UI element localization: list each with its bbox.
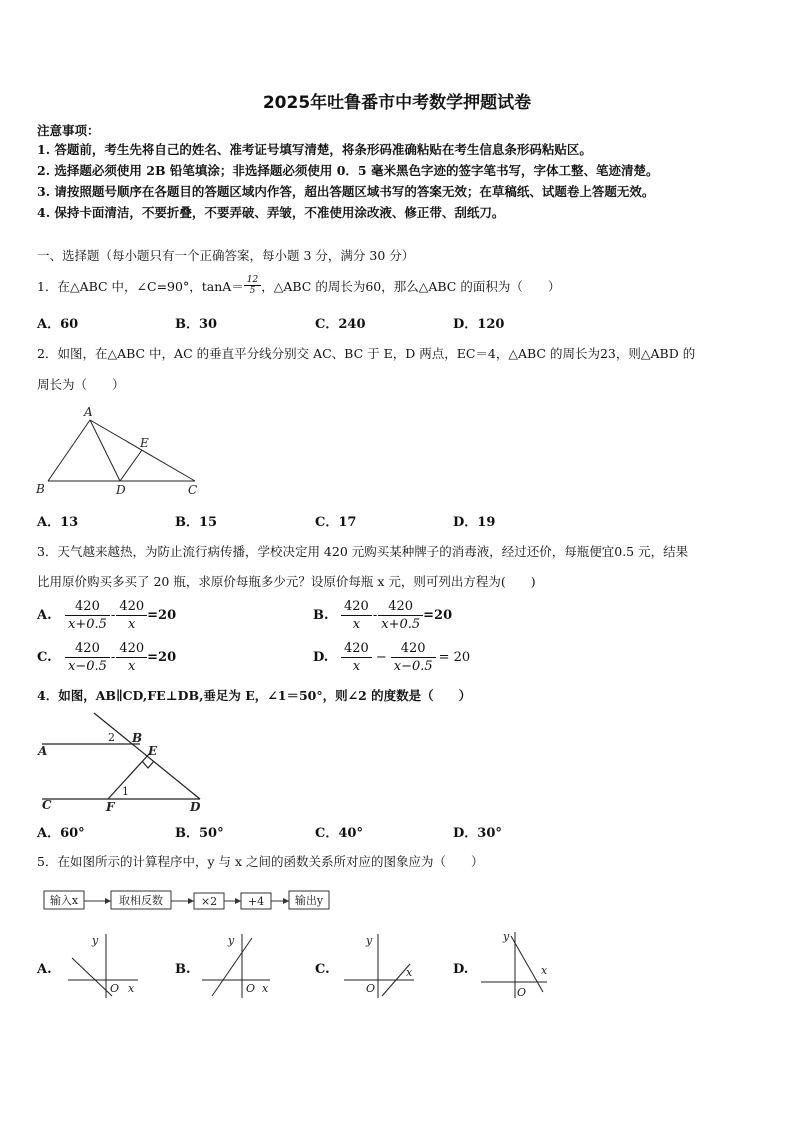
q3-c-d1: x−0.5 — [68, 659, 107, 674]
q3-b-frac1 — [341, 598, 372, 633]
q2-label-b: B — [36, 482, 45, 496]
q4-option-a[interactable]: A．60° — [37, 826, 85, 841]
q3-option-b[interactable] — [313, 598, 452, 633]
q3-c-d2: x — [128, 659, 136, 674]
q2-option-c[interactable]: C．17 — [315, 515, 357, 530]
q4-label-a: A — [38, 744, 48, 758]
q3-d-frac2 — [391, 640, 436, 675]
q3-c-n2: 420 — [116, 640, 147, 658]
q3-option-b-label: B. — [313, 608, 329, 623]
graph-c-o: O — [366, 982, 376, 995]
q5-graph-c[interactable] — [338, 928, 418, 1000]
q3-d-op: − — [375, 650, 387, 665]
q1-option-d[interactable]: D．120 — [453, 317, 505, 332]
q3-option-c[interactable] — [37, 640, 176, 675]
q3-b-rhs: =20 — [423, 608, 453, 623]
q3-b-op: - — [372, 608, 378, 623]
q1-option-b[interactable]: B．30 — [175, 317, 218, 332]
graph-b-y: y — [228, 934, 235, 947]
notice-item-2: 2. 选择题必须使用 2B 铅笔填涂；非选择题必须使用 0．5 毫米黑色字迹的签字笔书写，字体工整、笔迹清楚。 — [37, 163, 659, 178]
q3-option-a-label: A. — [37, 608, 52, 623]
graph-a-x: x — [128, 982, 135, 995]
q3-c-rhs: =20 — [147, 650, 177, 665]
flow-input: 输入x — [49, 894, 79, 907]
graph-c-x: x — [406, 966, 413, 979]
q2-label-a: A — [84, 405, 93, 419]
q3-d-d1: x — [352, 659, 361, 674]
q4-label-c: C — [42, 798, 52, 812]
q2-triangle-figure — [30, 402, 210, 502]
q2-label-d: D — [116, 483, 126, 497]
graph-d-o: O — [517, 986, 527, 999]
q4-angle-1: 1 — [122, 785, 129, 798]
q3-a-n2: 420 — [116, 598, 147, 616]
q4-option-c[interactable]: C．40° — [315, 826, 363, 841]
q1-text-pre: 1．在△ABC 中，∠C=90°，tanA＝ — [37, 278, 244, 294]
q5-option-a-label[interactable]: A. — [37, 962, 52, 977]
q3-d-n2: 420 — [391, 640, 436, 658]
graph-d-x: x — [541, 964, 548, 977]
q1-fraction — [244, 275, 261, 296]
q3-c-frac2 — [116, 640, 147, 675]
q3-b-n2: 420 — [378, 598, 423, 616]
graph-a-y: y — [92, 934, 99, 947]
q3-a-d2: x — [128, 617, 136, 632]
q1-text-post: ，△ABC 的周长为60，那么△ABC 的面积为（ ） — [261, 278, 561, 294]
q5-graph-a[interactable] — [62, 928, 142, 1000]
q2-option-b[interactable]: B．15 — [175, 515, 218, 530]
graph-b-o: O — [246, 982, 256, 995]
q1-frac-num: 12 — [244, 275, 261, 286]
q3-option-a[interactable] — [37, 598, 176, 633]
q3-c-frac1 — [65, 640, 110, 675]
flow-times2: ×2 — [200, 895, 218, 908]
q3-text-line1: 3．天气越来越热，为防止流行病传播，学校决定用 420 元购买某种牌子的消毒液，经过还价，每瓶便宜0.5 元，结果 — [37, 544, 689, 559]
graph-a-o: O — [110, 982, 120, 995]
q3-d-rhs: = 20 — [438, 650, 471, 665]
flow-negate: 取相反数 — [119, 894, 163, 907]
notice-item-1: 1. 答题前，考生先将自己的姓名、准考证号填写清楚，将条形码准确粘贴在考生信息条形码粘贴区。 — [37, 142, 592, 157]
q2-label-c: C — [188, 483, 198, 497]
q2-label-e: E — [140, 436, 149, 450]
q3-d-d2: x−0.5 — [393, 659, 433, 674]
q5-text: 5．在如图所示的计算程序中，y 与 x 之间的函数关系所对应的图象应为（ ） — [37, 854, 484, 869]
q1-option-a[interactable]: A．60 — [37, 317, 79, 332]
q3-option-d-label: D. — [313, 650, 329, 665]
q3-b-d2: x+0.5 — [381, 617, 421, 632]
q4-text: 4．如图，AB∥CD,FE⊥DB,垂足为 E，∠1＝50°，则∠2 的度数是（ ） — [37, 688, 472, 703]
flow-plus4: +4 — [247, 895, 265, 908]
q4-label-f: F — [106, 800, 115, 814]
q5-graph-d[interactable] — [475, 926, 555, 1000]
q3-c-n1: 420 — [65, 640, 110, 658]
q4-parallel-lines-figure — [30, 707, 220, 817]
q5-option-c-label[interactable]: C. — [315, 962, 330, 977]
q2-option-d[interactable]: D．19 — [453, 515, 496, 530]
q3-c-op: - — [110, 650, 116, 665]
q2-text-line2: 周长为（ ） — [37, 377, 125, 392]
q4-option-d[interactable]: D．30° — [453, 826, 502, 841]
notice-item-3: 3. 请按照题号顺序在各题目的答题区域内作答，超出答题区域书写的答案无效；在草稿纸、试题卷上答题无效。 — [37, 184, 655, 199]
q3-a-frac1 — [65, 598, 110, 633]
q3-a-frac2 — [116, 598, 147, 633]
q3-b-n1: 420 — [341, 598, 372, 616]
q3-d-frac1 — [341, 640, 372, 675]
notice-heading: 注意事项： — [37, 123, 100, 138]
page-title: 2025年吐鲁番市中考数学押题试卷 — [262, 93, 532, 113]
graph-d-y: y — [503, 930, 510, 943]
graph-b-x: x — [262, 982, 269, 995]
q3-a-op: - — [110, 608, 116, 623]
q2-option-a[interactable]: A．13 — [37, 515, 79, 530]
q4-label-e: E — [148, 744, 158, 758]
q5-flowchart — [40, 888, 340, 914]
q3-option-c-label: C. — [37, 650, 52, 665]
q3-option-d[interactable] — [313, 640, 470, 675]
q3-b-frac2 — [378, 598, 423, 633]
q3-a-n1: 420 — [65, 598, 110, 616]
q4-angle-2: 2 — [108, 731, 115, 744]
q5-graph-b[interactable] — [196, 928, 276, 1000]
q4-label-b: B — [132, 731, 143, 745]
notice-item-4: 4. 保持卡面清洁，不要折叠，不要弄破、弄皱，不准使用涂改液、修正带、刮纸刀。 — [37, 205, 505, 220]
q3-text-line2: 比用原价购买多买了 20 瓶，求原价每瓶多少元？设原价每瓶 x 元，则可列出方程为( ) — [37, 574, 536, 589]
q3-d-n1: 420 — [341, 640, 372, 658]
q2-text-line1: 2．如图，在△ABC 中，AC 的垂直平分线分别交 AC、BC 于 E，D 两点，EC＝4，△ABC 的周长为23，则△ABD 的 — [37, 346, 696, 361]
q5-option-b-label[interactable]: B. — [175, 962, 191, 977]
section-heading: 一、选择题（每小题只有一个正确答案，每小题 3 分，满分 30 分） — [37, 248, 415, 263]
q3-a-d1: x+0.5 — [68, 617, 107, 632]
q5-option-d-label[interactable]: D. — [453, 962, 469, 977]
flow-output: 输出y — [294, 894, 324, 907]
q3-a-rhs: =20 — [147, 608, 177, 623]
q3-b-d1: x — [352, 617, 361, 632]
question-1 — [37, 275, 560, 296]
q1-frac-den: 5 — [249, 286, 256, 296]
graph-c-y: y — [366, 934, 373, 947]
q4-label-d: D — [190, 800, 201, 814]
q4-option-b[interactable]: B．50° — [175, 826, 224, 841]
q1-option-c[interactable]: C．240 — [315, 317, 366, 332]
